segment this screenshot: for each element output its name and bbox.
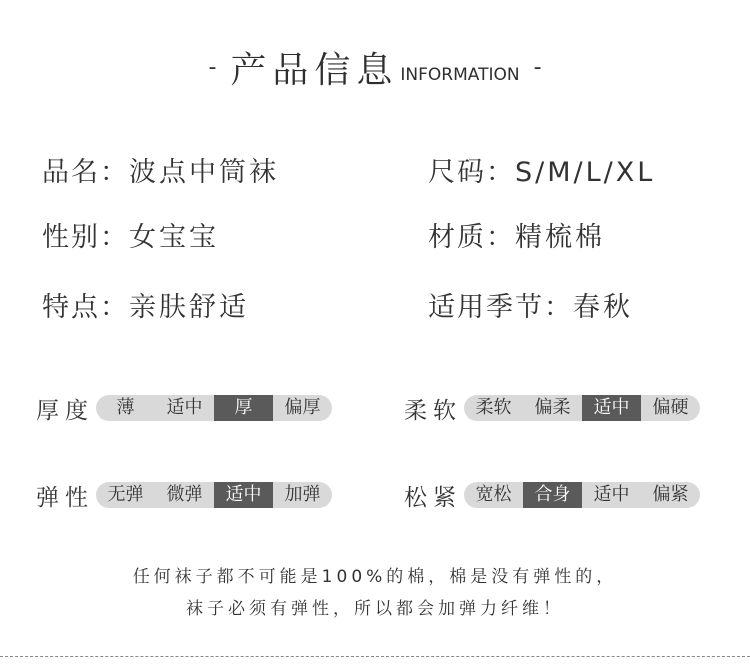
scale-option: 加弹 <box>284 484 321 505</box>
scale-option: 适中 <box>593 484 630 505</box>
scale-thickness <box>36 393 332 423</box>
scale-label: 厚度 <box>36 397 94 424</box>
info-label: 适用季节： <box>428 292 573 323</box>
scale-softness <box>404 393 700 423</box>
scale-tightness <box>404 480 700 510</box>
scale-label: 松紧 <box>404 484 462 511</box>
scale-elasticity <box>36 480 332 510</box>
scale-option-selected: 适中 <box>214 482 273 508</box>
scale-option-selected: 合身 <box>523 482 582 508</box>
info-label: 性别： <box>42 222 129 253</box>
info-label: 品名： <box>42 157 129 188</box>
scale-bar <box>96 482 332 508</box>
info-label: 特点： <box>42 292 129 323</box>
scale-bar <box>464 482 700 508</box>
info-label: 材质： <box>428 222 515 253</box>
scale-option: 无弹 <box>107 484 144 505</box>
info-product-name <box>42 153 279 193</box>
scale-option: 偏柔 <box>534 397 571 418</box>
title-dash-left: - <box>208 55 217 80</box>
scale-option: 微弹 <box>166 484 203 505</box>
info-material <box>428 218 605 258</box>
scale-option: 偏紧 <box>652 484 689 505</box>
title-dash-right: - <box>533 55 542 80</box>
info-season <box>428 288 633 328</box>
info-value: 波点中筒袜 <box>129 157 279 188</box>
scale-label: 弹性 <box>36 484 94 511</box>
info-value: 精梳棉 <box>515 222 605 253</box>
scale-option: 偏厚 <box>284 397 321 418</box>
info-label: 尺码： <box>428 157 515 188</box>
note-line-2: 袜子必须有弹性，所以都会加弹力纤维！ <box>186 599 564 619</box>
info-size <box>428 153 655 193</box>
page-subtitle: INFORMATION <box>400 65 520 85</box>
note-line-1: 任何袜子都不可能是100%的棉，棉是没有弹性的， <box>132 567 618 587</box>
scale-option-selected: 适中 <box>582 395 641 421</box>
section-title <box>0 42 750 93</box>
scale-bar <box>464 395 700 421</box>
scale-option: 宽松 <box>475 484 512 505</box>
info-value: 春秋 <box>573 292 633 323</box>
info-feature <box>42 288 249 328</box>
scale-option: 薄 <box>116 397 135 418</box>
scale-bar <box>96 395 332 421</box>
scale-option: 偏硬 <box>652 397 689 418</box>
scale-option: 柔软 <box>475 397 512 418</box>
page-title: 产品信息 <box>230 50 399 91</box>
info-value: 亲肤舒适 <box>129 292 249 323</box>
scale-option-selected: 厚 <box>214 395 273 421</box>
info-value: 女宝宝 <box>129 222 219 253</box>
scale-label: 柔软 <box>404 397 462 424</box>
dashed-divider <box>0 656 750 657</box>
info-gender <box>42 218 219 258</box>
info-value: S/M/L/XL <box>515 157 656 188</box>
scale-option: 适中 <box>166 397 203 418</box>
